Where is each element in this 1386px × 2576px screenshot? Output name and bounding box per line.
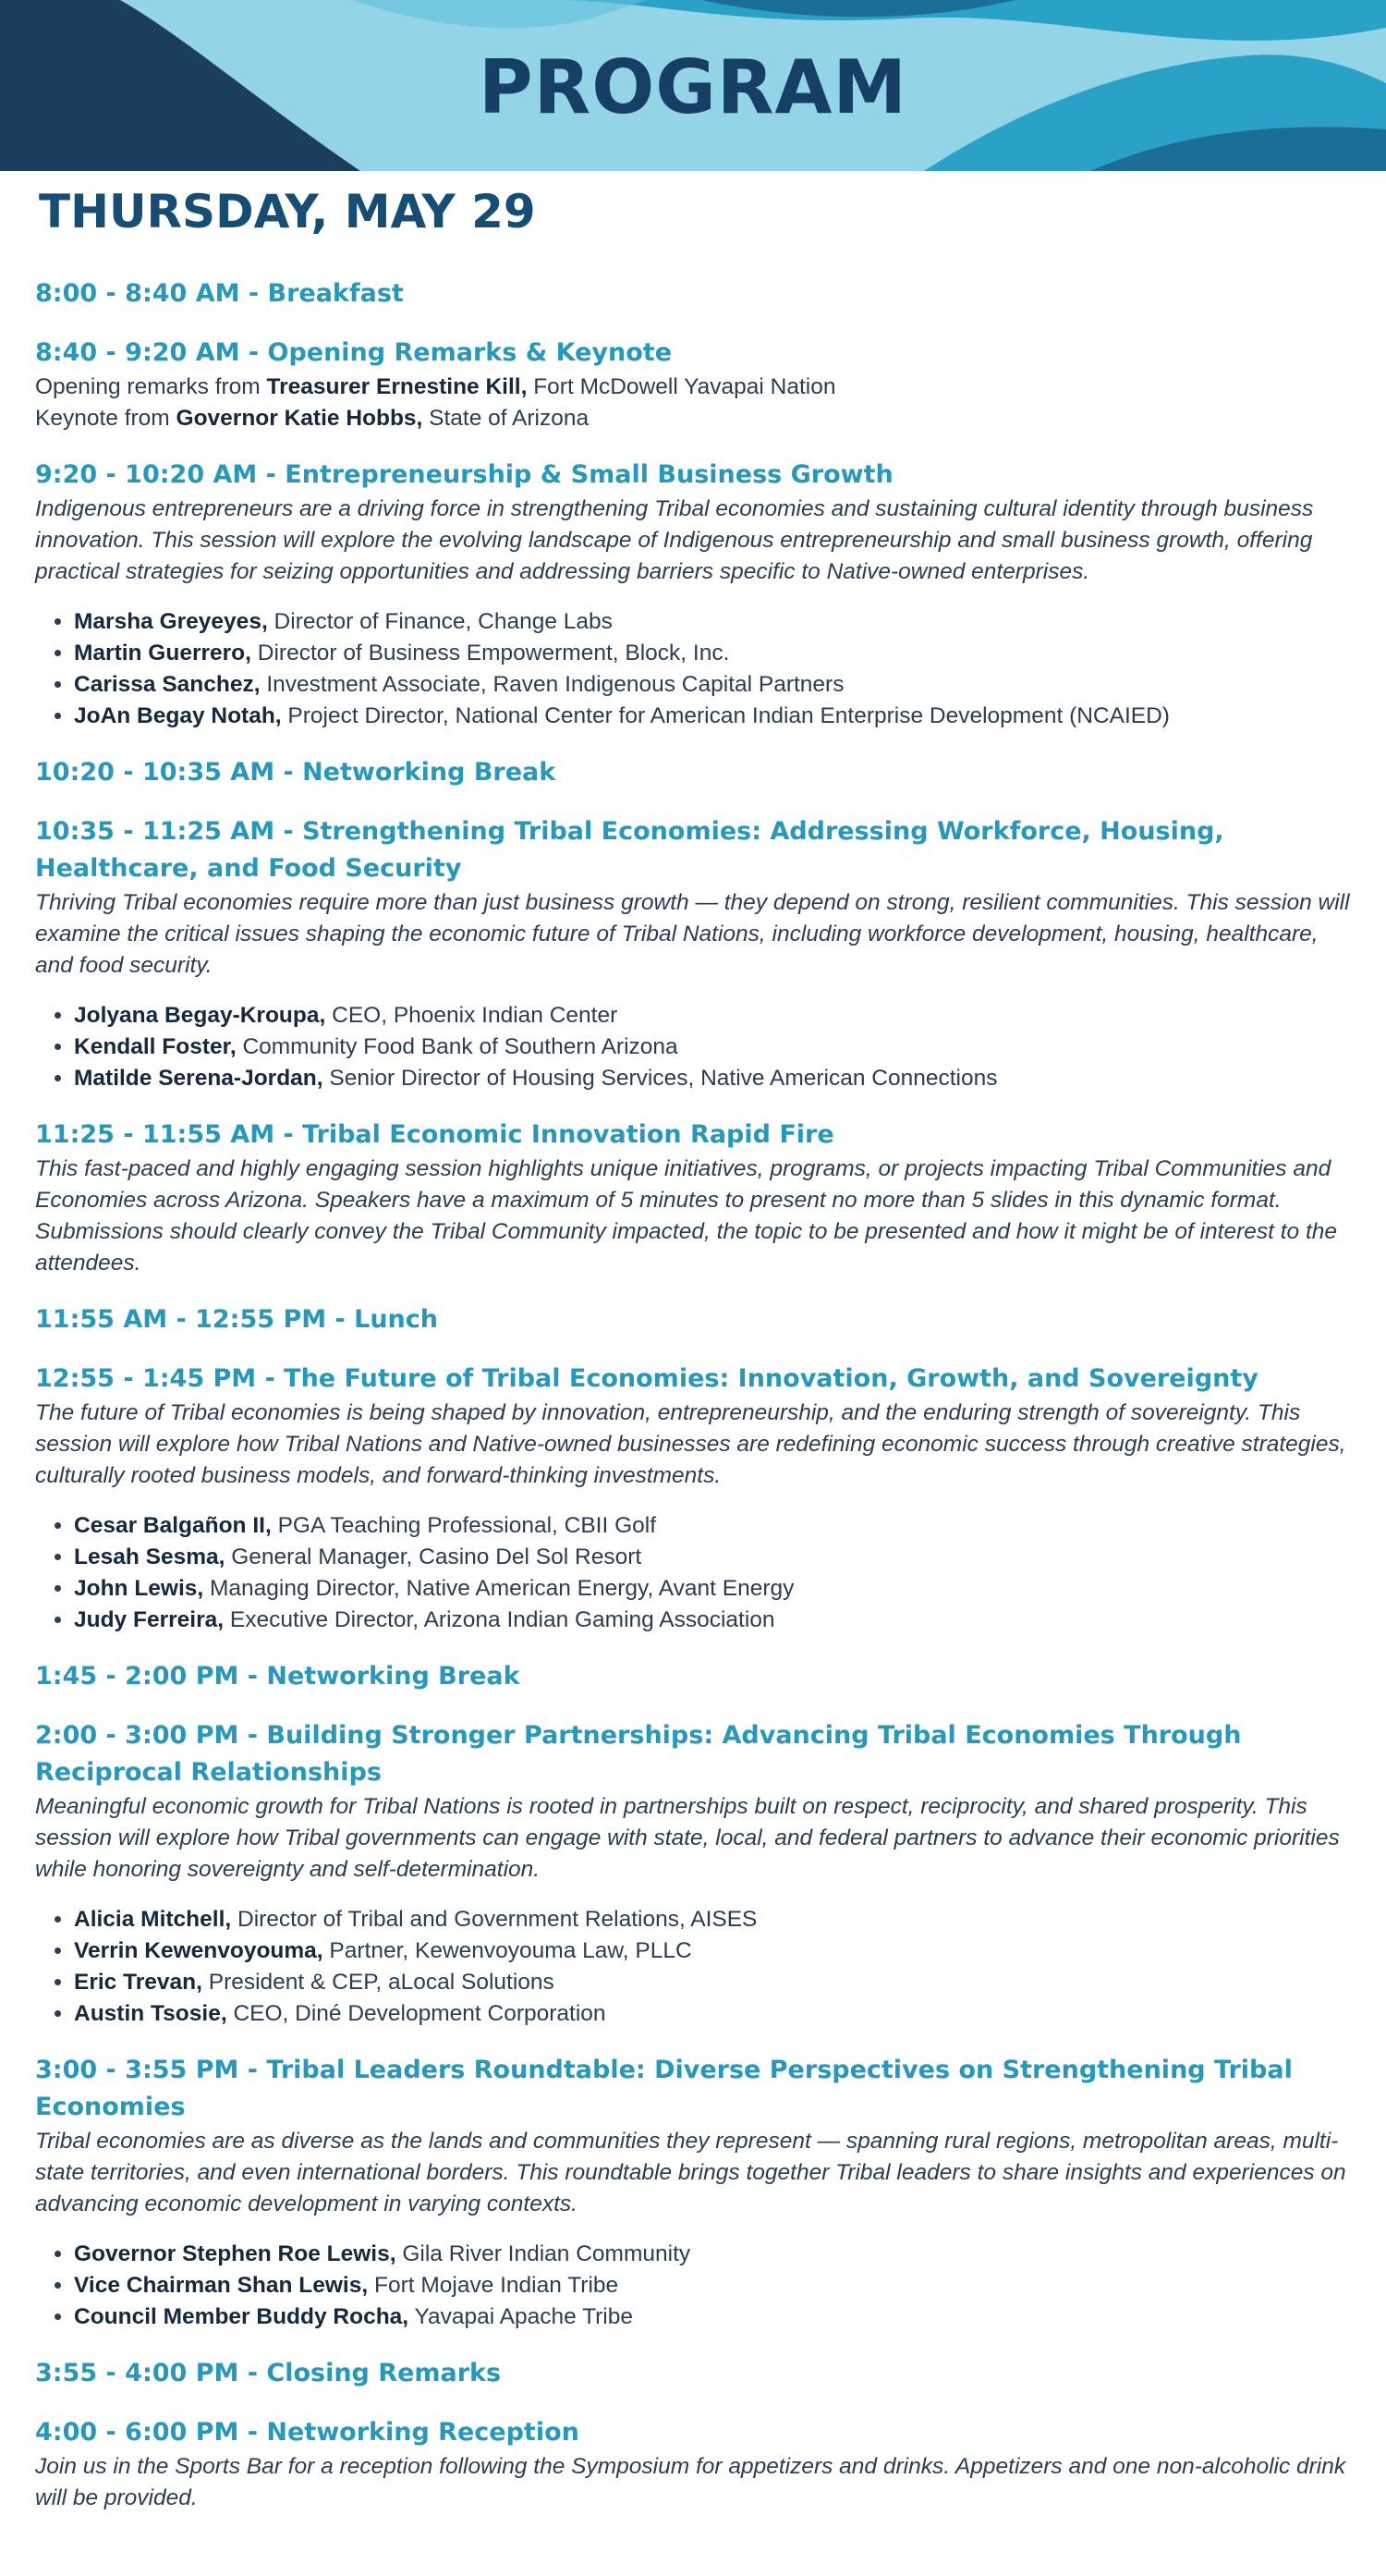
session-block [35,2414,1352,2514]
speaker-list [35,2239,1352,2333]
speaker-item [74,1998,1352,2030]
session-title: 3:00 - 3:55 PM - Tribal Leaders Roundtable: Diverse Perspectives on Strengthening Tribal Economies [35,2056,1293,2121]
session-title: 9:20 - 10:20 AM - Entrepreneurship & Small Business Growth [35,460,894,489]
session-block [35,1117,1352,1279]
speaker-role: Fort Mojave Indian Tribe [368,2273,619,2298]
speaker-item [74,2270,1352,2301]
speaker-role: Director of Business Empowerment, Block, Inc. [250,641,730,665]
speaker-item [74,1904,1352,1935]
page-title: PROGRAM [478,44,908,130]
speaker-name: Alicia Mitchell, [74,1907,232,1932]
program-list [35,275,1352,2536]
session-description: The future of Tribal economies is being shaped by innovation, entrepreneurship, and the enduring strength of sovereignty. This session will explore how Tribal Nations and Native-owned businesses are redefining economic success through creative strategies, culturally rooted business models, and forward-thinking investments. [35,1400,1346,1488]
detail-name: Treasurer Ernestine Kill, [266,374,528,399]
speaker-role: President & CEP, aLocal Solutions [201,1970,554,1995]
speaker-role: Investment Associate, Raven Indigenous Capital Partners [260,672,845,697]
session-block [35,1658,1352,1695]
speaker-role: General Manager, Casino Del Sol Resort [225,1544,642,1569]
speaker-name: Kendall Foster, [74,1034,237,1059]
speaker-item [74,638,1352,669]
speaker-name: JoAn Begay Notah, [74,703,282,728]
session-block [35,335,1352,434]
speaker-role: Executive Director, Arizona Indian Gaming Association [224,1607,775,1632]
speaker-item [74,1935,1352,1967]
session-title: 8:40 - 9:20 AM - Opening Remarks & Keynote [35,338,673,367]
speaker-item [74,1573,1352,1605]
day-heading: THURSDAY, MAY 29 [39,185,536,238]
speaker-role: Partner, Kewenvoyouma Law, PLLC [322,1938,692,1963]
session-title: 11:55 AM - 12:55 PM - Lunch [35,1305,438,1334]
speaker-role: Director of Finance, Change Labs [267,609,613,634]
speaker-list [35,1904,1352,2030]
header-banner [0,0,1386,171]
session-block [35,1361,1352,1636]
speaker-role: Community Food Bank of Southern Arizona [236,1034,678,1059]
speaker-item [74,2301,1352,2333]
session-description: This fast-paced and highly engaging session highlights unique initiatives, programs, or projects impacting Tribal Communities and Economies across Arizona. Speakers have a maximum of 5 minutes to present no more than 5 slides in this dynamic format. Submissions should clearly convey the Tribal Community impacted, the topic to be presented and how it might be of interest to the attendees. [35,1156,1338,1276]
session-block [35,457,1352,732]
speaker-name: Governor Stephen Roe Lewis, [74,2241,396,2266]
speaker-role: Yavapai Apache Tribe [408,2304,634,2329]
session-title: 1:45 - 2:00 PM - Networking Break [35,1662,520,1691]
detail-prefix: Opening remarks from [35,374,267,399]
speaker-list [35,606,1352,732]
session-block [35,2355,1352,2392]
session-detail-line [35,403,1352,434]
session-title: 10:20 - 10:35 AM - Networking Break [35,758,556,787]
speaker-role: Senior Director of Housing Services, Native American Connections [322,1066,998,1091]
speaker-item [74,1032,1352,1063]
speaker-item [74,2239,1352,2270]
session-description: Thriving Tribal economies require more than just business growth — they depend on strong, resilient communities. This session will examine the critical issues shaping the economic future of Tribal Nations, including workforce development, housing, healthcare, and food security. [35,890,1350,978]
speaker-list [35,1000,1352,1094]
speaker-role: Managing Director, Native American Energy, Avant Energy [203,1576,795,1601]
session-title: 12:55 - 1:45 PM - The Future of Tribal Economies: Innovation, Growth, and Sovereignty [35,1364,1258,1393]
session-description: Indigenous entrepreneurs are a driving force in strengthening Tribal economies and sustaining cultural identity through business innovation. This session will explore the evolving landscape of Indigenous entrepreneurship and small business growth, offering practical strategies for seizing opportunities and addressing barriers specific to Native-owned enterprises. [35,496,1314,584]
session-detail-line [35,372,1352,403]
speaker-name: Carissa Sanchez, [74,672,261,697]
session-block [35,813,1352,1094]
speaker-item [74,1542,1352,1573]
speaker-name: Martin Guerrero, [74,641,251,665]
session-block [35,754,1352,791]
detail-affiliation: Fort McDowell Yavapai Nation [527,374,836,399]
speaker-name: Jolyana Begay-Kroupa, [74,1003,326,1028]
speaker-item [74,1000,1352,1032]
speaker-name: Matilde Serena-Jordan, [74,1066,323,1091]
speaker-name: Lesah Sesma, [74,1544,225,1569]
speaker-role: Director of Tribal and Government Relations, AISES [231,1907,758,1932]
speaker-item [74,606,1352,638]
detail-name: Governor Katie Hobbs, [176,406,423,431]
session-title: 8:00 - 8:40 AM - Breakfast [35,279,404,308]
detail-prefix: Keynote from [35,406,176,431]
speaker-name: Judy Ferreira, [74,1607,225,1632]
session-block [35,2052,1352,2333]
session-block [35,1301,1352,1338]
session-description: Meaningful economic growth for Tribal Nations is rooted in partnerships built on respect, reciprocity, and shared prosperity. This session will explore how Tribal governments can engage with state, local, and federal partners to advance their economic priorities while honoring sovereignty and self-determination. [35,1794,1340,1882]
session-title: 10:35 - 11:25 AM - Strengthening Tribal Economies: Addressing Workforce, Housing, Healthcare, and Food Security [35,817,1224,883]
speaker-name: Eric Trevan, [74,1970,202,1995]
speaker-name: Vice Chairman Shan Lewis, [74,2273,369,2298]
speaker-item [74,1967,1352,1998]
speaker-item [74,669,1352,701]
speaker-name: Austin Tsosie, [74,2001,227,2026]
speaker-name: Cesar Balgañon II, [74,1513,272,1538]
speaker-name: Marsha Greyeyes, [74,609,268,634]
speaker-name: Verrin Kewenvoyouma, [74,1938,323,1963]
speaker-item [74,1063,1352,1094]
speaker-role: Project Director, National Center for American Indian Enterprise Development (NCAIED) [281,703,1170,728]
session-title: 2:00 - 3:00 PM - Building Stronger Partnerships: Advancing Tribal Economies Through Reciprocal Relationships [35,1721,1242,1787]
speaker-item [74,1605,1352,1636]
session-title: 4:00 - 6:00 PM - Networking Reception [35,2418,579,2447]
session-description: Join us in the Sports Bar for a reception following the Symposium for appetizers and drinks. Appetizers and one non-alcoholic drink will be provided. [35,2454,1346,2510]
session-description: Tribal economies are as diverse as the lands and communities they represent — spanning rural regions, metropolitan areas, multi-state territories, and even international borders. This roundtable brings together Tribal leaders to share insights and experiences on advancing economic development in varying contexts. [35,2129,1346,2216]
speaker-name: John Lewis, [74,1576,204,1601]
speaker-list [35,1510,1352,1636]
speaker-role: CEO, Phoenix Indian Center [325,1003,618,1028]
speaker-role: PGA Teaching Professional, CBII Golf [271,1513,657,1538]
session-title: 11:25 - 11:55 AM - Tribal Economic Innovation Rapid Fire [35,1120,834,1149]
speaker-item [74,1510,1352,1542]
speaker-role: Gila River Indian Community [395,2241,691,2266]
speaker-name: Council Member Buddy Rocha, [74,2304,409,2329]
session-title: 3:55 - 4:00 PM - Closing Remarks [35,2359,502,2387]
session-block [35,1717,1352,2030]
speaker-role: CEO, Diné Development Corporation [226,2001,606,2026]
detail-affiliation: State of Arizona [422,406,590,431]
session-block [35,275,1352,312]
speaker-item [74,701,1352,732]
